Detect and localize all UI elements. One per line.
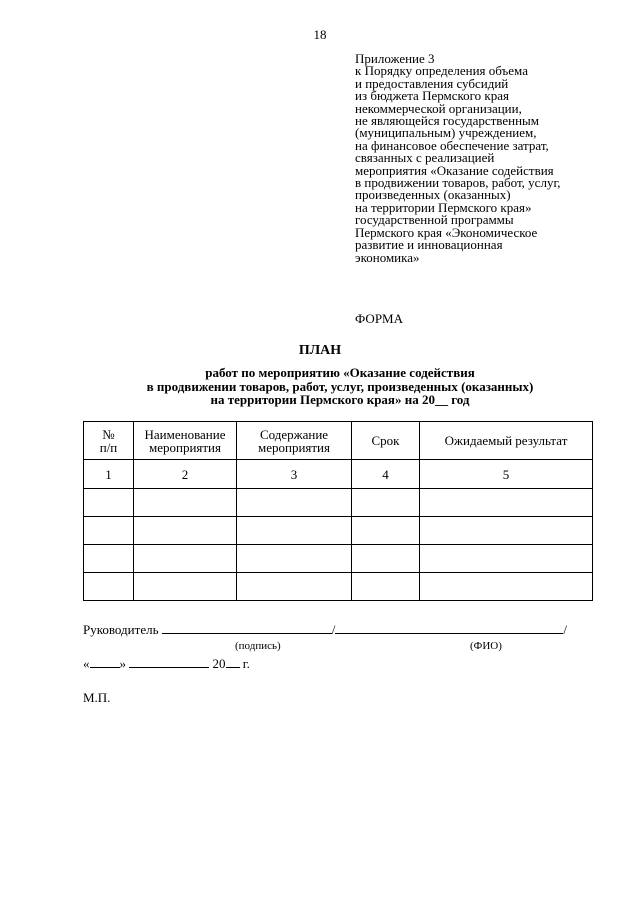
appendix-line: в продвижении товаров, работ, услуг, xyxy=(355,175,561,191)
column-header xyxy=(352,422,420,460)
plan-subtitle-line: в продвижении товаров, работ, услуг, произведенных (оказанных) xyxy=(146,378,534,394)
appendix-line: Приложение 3 xyxy=(355,51,435,66)
table-cell[interactable] xyxy=(420,489,593,517)
appendix-line: на территории Пермского края» xyxy=(355,199,532,215)
appendix-line: не являющейся государственным xyxy=(355,113,539,129)
column-header-line: Срок xyxy=(371,433,400,448)
table-header-row xyxy=(84,422,593,460)
column-number-cell: 3 xyxy=(237,460,352,489)
appendix-block xyxy=(355,53,625,264)
plan-subtitle xyxy=(0,366,640,407)
page-number: 18 xyxy=(313,27,327,42)
name-blank[interactable] xyxy=(335,622,563,634)
year-suffix: г. xyxy=(242,656,250,671)
table-cell[interactable] xyxy=(352,573,420,601)
signature-label: Руководитель xyxy=(83,622,159,637)
appendix-line: развитие и инновационная xyxy=(355,237,503,253)
table-cell[interactable] xyxy=(237,517,352,545)
name-separator: / xyxy=(563,622,567,637)
table-cell[interactable] xyxy=(134,573,237,601)
column-number-cell: 1 xyxy=(84,460,134,489)
signature-blank[interactable] xyxy=(162,622,332,634)
appendix-line: из бюджета Пермского края xyxy=(355,88,510,104)
table-cell[interactable] xyxy=(84,573,134,601)
table-cell[interactable] xyxy=(352,517,420,545)
column-header-line: мероприятия xyxy=(148,439,221,455)
column-header xyxy=(84,422,134,460)
column-number-cell: 5 xyxy=(420,460,593,489)
plan-table xyxy=(83,421,593,601)
column-header-line: п/п xyxy=(99,439,118,455)
table-cell[interactable] xyxy=(134,517,237,545)
table-cell[interactable] xyxy=(84,545,134,573)
year-prefix: 20 xyxy=(212,656,226,671)
table-cell[interactable] xyxy=(134,545,237,573)
day-blank[interactable] xyxy=(90,656,120,668)
column-header-line: Содержание xyxy=(259,426,329,442)
table-cell[interactable] xyxy=(352,545,420,573)
table-cell[interactable] xyxy=(84,517,134,545)
column-header-line: Наименование xyxy=(144,426,226,442)
column-number-cell: 2 xyxy=(134,460,237,489)
plan-subtitle-line: на территории Пермского края» на 20__ год xyxy=(210,392,470,407)
month-blank[interactable] xyxy=(129,656,209,668)
column-header xyxy=(134,422,237,460)
signature-separator: / xyxy=(331,622,336,637)
form-label: ФОРМА xyxy=(355,311,403,326)
table-row xyxy=(84,573,593,601)
column-header xyxy=(237,422,352,460)
column-header xyxy=(420,422,593,460)
column-header-line: мероприятия xyxy=(257,439,330,455)
appendix-line: экономика» xyxy=(355,249,420,265)
signature-caption: (подпись) xyxy=(235,640,281,652)
column-number-row xyxy=(84,460,593,489)
table-cell[interactable] xyxy=(237,573,352,601)
column-header-line: № xyxy=(102,426,115,442)
column-header-line: Ожидаемый результат xyxy=(444,433,568,448)
date-line xyxy=(83,656,250,672)
date-open-quote: « xyxy=(83,656,90,671)
appendix-line: государственной программы xyxy=(355,212,514,228)
plan-subtitle-line: работ по мероприятию «Оказание содействия xyxy=(205,365,475,380)
appendix-line: произведенных (оказанных) xyxy=(355,187,511,203)
table-cell[interactable] xyxy=(84,489,134,517)
date-close-quote: » xyxy=(119,656,126,671)
table-cell[interactable] xyxy=(420,573,593,601)
table-cell[interactable] xyxy=(352,489,420,517)
table-row xyxy=(84,489,593,517)
name-caption: (ФИО) xyxy=(470,640,502,652)
stamp-label: М.П. xyxy=(83,690,111,705)
year-blank[interactable] xyxy=(226,656,240,668)
appendix-line: мероприятия «Оказание содействия xyxy=(355,162,554,178)
column-number-cell: 4 xyxy=(352,460,420,489)
table-cell[interactable] xyxy=(237,489,352,517)
table-row xyxy=(84,517,593,545)
appendix-line: на финансовое обеспечение затрат, xyxy=(355,137,549,153)
appendix-line: связанных с реализацией xyxy=(355,150,495,166)
table-row xyxy=(84,545,593,573)
table-cell[interactable] xyxy=(420,517,593,545)
plan-title: ПЛАН xyxy=(298,343,342,358)
table-cell[interactable] xyxy=(237,545,352,573)
appendix-line: к Порядку определения объема xyxy=(355,63,528,79)
table-cell[interactable] xyxy=(420,545,593,573)
signature-line xyxy=(83,622,567,638)
table-cell[interactable] xyxy=(134,489,237,517)
appendix-line: некоммерческой организации, xyxy=(355,100,522,116)
appendix-line: и предоставления субсидий xyxy=(355,75,509,91)
appendix-line: Пермского края «Экономическое xyxy=(355,224,538,240)
appendix-line: (муниципальным) учреждением, xyxy=(355,125,537,141)
